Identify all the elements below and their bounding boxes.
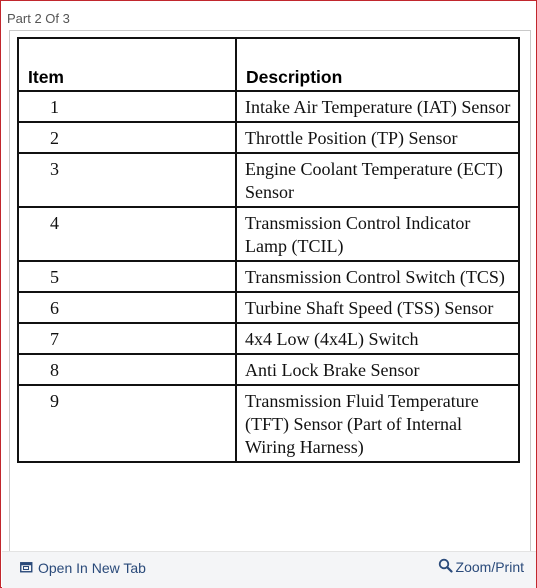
open-in-new-tab-label: Open In New Tab — [38, 560, 146, 576]
table-row — [18, 261, 519, 292]
table-row — [18, 354, 519, 385]
column-header-item: Item — [18, 38, 236, 91]
item-description: 4x4 Low (4x4L) Switch — [236, 323, 519, 354]
open-in-new-tab-link[interactable] — [20, 560, 146, 576]
item-number: 2 — [18, 122, 236, 153]
table-row — [18, 207, 519, 261]
table-row — [18, 385, 519, 462]
item-number: 1 — [18, 91, 236, 122]
item-description: Engine Coolant Temperature (ECT) Sensor — [236, 153, 519, 207]
zoom-print-link[interactable] — [438, 558, 524, 576]
zoom-print-label: Zoom/Print — [455, 559, 524, 575]
item-number: 3 — [18, 153, 236, 207]
table-row — [18, 91, 519, 122]
item-description: Anti Lock Brake Sensor — [236, 354, 519, 385]
table-row — [18, 122, 519, 153]
item-number: 8 — [18, 354, 236, 385]
column-header-description: Description — [236, 38, 519, 91]
item-number: 5 — [18, 261, 236, 292]
item-description: Turbine Shaft Speed (TSS) Sensor — [236, 292, 519, 323]
item-description: Transmission Control Indicator Lamp (TCIL) — [236, 207, 519, 261]
table-row — [18, 292, 519, 323]
item-description: Transmission Fluid Temperature (TFT) Sensor (Part of Internal Wiring Harness) — [236, 385, 519, 462]
part-label: Part 2 Of 3 — [7, 11, 70, 26]
magnifier-icon — [438, 558, 453, 576]
item-number: 6 — [18, 292, 236, 323]
table-header-row — [18, 38, 519, 91]
parts-table — [17, 37, 520, 463]
item-description: Transmission Control Switch (TCS) — [236, 261, 519, 292]
table-row — [18, 323, 519, 354]
item-description: Intake Air Temperature (IAT) Sensor — [236, 91, 519, 122]
item-description: Throttle Position (TP) Sensor — [236, 122, 519, 153]
item-number: 4 — [18, 207, 236, 261]
figure-footer — [2, 551, 536, 588]
image-panel — [9, 30, 531, 552]
item-number: 7 — [18, 323, 236, 354]
item-number: 9 — [18, 385, 236, 462]
table-row — [18, 153, 519, 207]
open-new-tab-icon — [20, 560, 33, 576]
